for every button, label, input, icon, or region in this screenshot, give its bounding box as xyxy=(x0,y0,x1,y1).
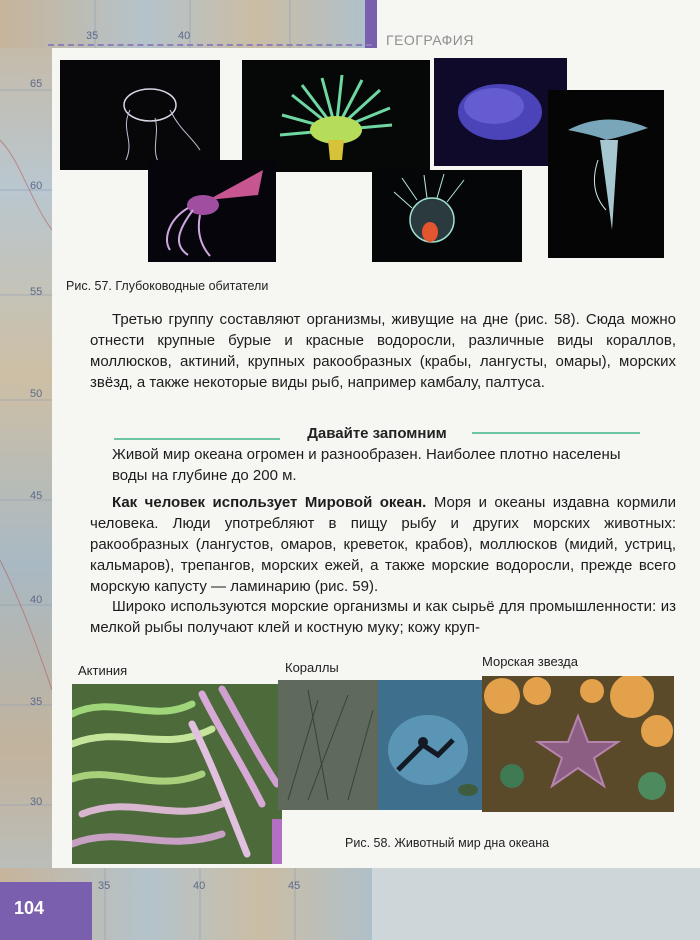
figure57-caption: Рис. 57. Глубоководные обитатели xyxy=(66,279,269,293)
photo-starfish xyxy=(482,676,674,812)
page-number: 104 xyxy=(14,898,45,918)
coord-label: 40 xyxy=(193,880,206,892)
coord-label: 30 xyxy=(30,796,43,808)
paragraph-ocean-use-text: Моря и океаны издавна кормили человека. Люди употребляют в пищу рыбу и других морских животных: ракообразных (лангустов, омаров, креветок, крабов), моллюсков (мидий, устриц, кальмаров), трепангов, морских ежей, а также морские водоросли, прежде всего морскую капусту — ламинарию (рис. 59). xyxy=(90,494,677,595)
coord-label: 40 xyxy=(178,30,191,42)
remember-box xyxy=(112,425,642,486)
coord-label: 50 xyxy=(30,388,43,400)
label-corals: Кораллы xyxy=(285,660,339,675)
photo-deepsea-squid xyxy=(148,160,276,262)
coord-label: 35 xyxy=(86,30,99,42)
paragraph-ocean-use xyxy=(90,492,676,597)
remember-title: Давайте запомним xyxy=(307,425,447,442)
paragraph-industry: Широко используются морские организмы и как сырьё для промышленности: из мелкой рыбы получают клей и костную муку; кожу круп- xyxy=(90,598,676,636)
coord-label: 45 xyxy=(288,880,301,892)
photo-deepsea-glowing-jelly xyxy=(372,170,522,262)
figure58-caption: Рис. 58. Животный мир дна океана xyxy=(345,836,550,850)
coord-label: 45 xyxy=(30,490,43,502)
coord-label: 60 xyxy=(30,180,43,192)
remember-title-row xyxy=(112,425,642,442)
remember-line-left xyxy=(114,438,280,440)
label-actinia: Актиния xyxy=(78,663,128,678)
label-starfish: Морская звезда xyxy=(482,654,578,669)
photo-actinia xyxy=(72,684,282,864)
photo-deepsea-jellyfish-1 xyxy=(60,60,220,170)
photo-deepsea-anemone xyxy=(242,60,430,172)
page-number-tab xyxy=(0,882,92,940)
coord-label: 55 xyxy=(30,286,43,298)
remember-text: Живой мир океана огромен и разнообразен. Наиболее плотно населены воды на глубине до 200 м. xyxy=(112,446,621,484)
coord-label: 35 xyxy=(30,696,43,708)
page-dashed-frame xyxy=(48,44,372,48)
coord-label: 65 xyxy=(30,78,43,90)
coord-label: 35 xyxy=(98,880,111,892)
coord-label: 40 xyxy=(30,594,43,606)
map-border-left xyxy=(0,0,52,940)
remember-line-right xyxy=(472,432,640,434)
paragraph-heading: Как человек использует Мировой океан. xyxy=(112,494,427,511)
paragraph-bottom-organisms: Третью группу составляют организмы, живущие на дне (рис. 58). Сюда можно отнести крупные бурые и красные водоросли, различные виды кораллов, моллюсков, актиний, крупных ракообразных (крабы, лангусты, омары), морских звёзд, а также некоторые виды рыб, например камбалу, палтуса. xyxy=(90,311,676,391)
photo-deepsea-siphonophore xyxy=(548,90,664,258)
subject-header: ГЕОГРАФИЯ xyxy=(386,32,474,48)
photo-corals-diver xyxy=(278,680,482,810)
